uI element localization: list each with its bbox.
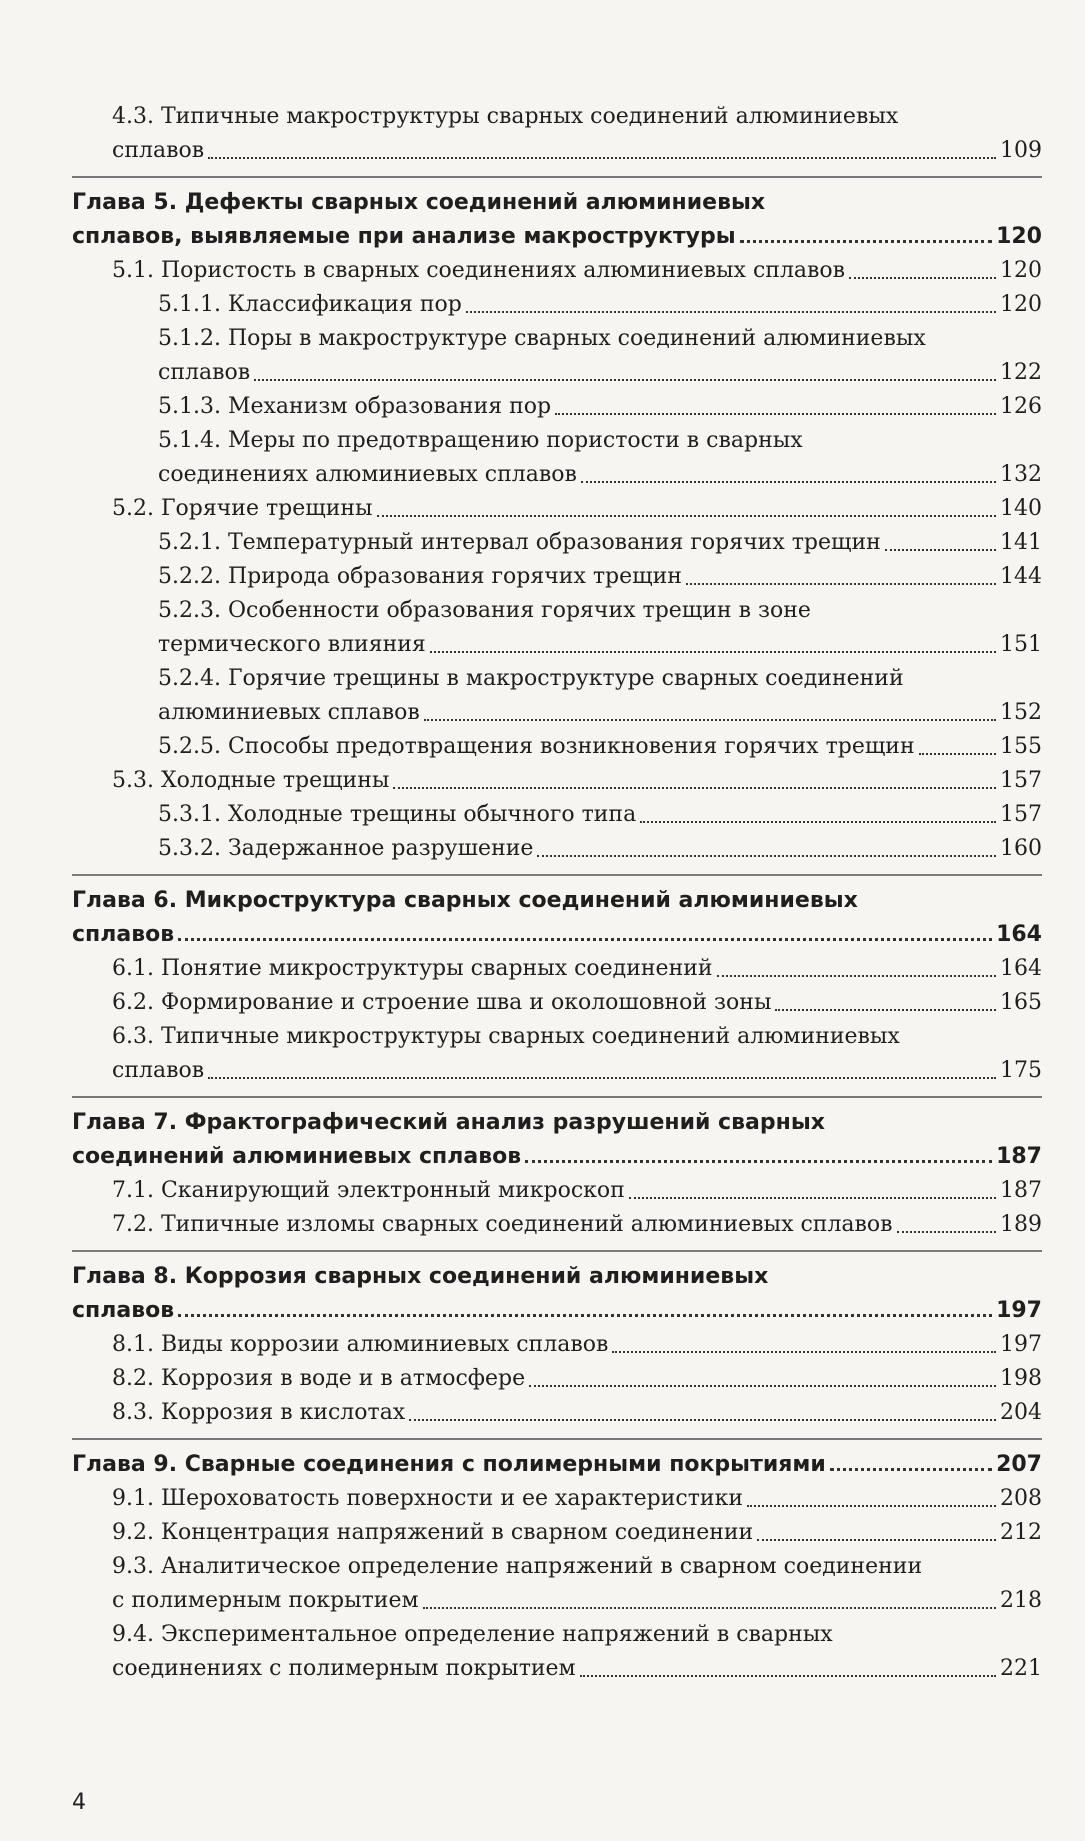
leader-dots: [612, 1351, 996, 1353]
leader-dots: [830, 1468, 992, 1471]
toc-entry[interactable]: [72, 1618, 1042, 1686]
toc-entry-title: 5.2.5. Способы предотвращения возникновения горячих трещин: [158, 734, 915, 759]
toc-entry-title-line: 5.1.4. Меры по предотвращению пористости в сварных: [158, 428, 803, 453]
leader-dots: [537, 855, 996, 857]
toc-entry-title: сплавов: [112, 1058, 205, 1083]
toc-entry[interactable]: [72, 254, 1042, 288]
leader-dots: [178, 938, 992, 941]
toc-entry[interactable]: [72, 100, 1042, 168]
toc-entry[interactable]: [72, 492, 1042, 526]
toc-entry-title: 8.2. Коррозия в воде и в атмосфере: [112, 1366, 526, 1391]
leader-dots: [254, 379, 996, 381]
leader-dots: [747, 1505, 996, 1507]
toc-entry[interactable]: [72, 322, 1042, 390]
toc-entry-title: 5.3.2. Задержанное разрушение: [158, 836, 534, 861]
leader-dots: [178, 1314, 992, 1317]
toc-page-number: 126: [1000, 394, 1042, 419]
leader-dots: [580, 1675, 996, 1677]
leader-dots: [897, 1231, 996, 1233]
toc-entry-title-line: Глава 8. Коррозия сварных соединений алюминиевых: [72, 1264, 769, 1289]
toc-page-number: 187: [996, 1144, 1042, 1169]
toc-entry[interactable]: [72, 1550, 1042, 1618]
leader-dots: [555, 413, 996, 415]
leader-dots: [640, 821, 996, 823]
toc-entry-title-line: Глава 6. Микроструктура сварных соединений алюминиевых: [72, 888, 858, 913]
toc-entry-title: 7.2. Типичные изломы сварных соединений алюминиевых сплавов: [112, 1212, 893, 1237]
leader-dots: [466, 311, 996, 313]
toc-entry-title: 5.2. Горячие трещины: [112, 496, 373, 521]
toc-entry[interactable]: [72, 424, 1042, 492]
toc-entry[interactable]: [72, 1174, 1042, 1208]
toc-page-number: 122: [1000, 360, 1042, 385]
leader-dots: [529, 1385, 996, 1387]
chapter-section: [72, 176, 1042, 866]
toc-chapter-entry[interactable]: [72, 186, 1042, 254]
leader-dots: [409, 1419, 996, 1421]
toc-entry[interactable]: [72, 390, 1042, 424]
toc-page-number: 120: [1000, 292, 1042, 317]
toc-entry-title-line: 4.3. Типичные макроструктуры сварных соединений алюминиевых: [112, 104, 899, 129]
leader-dots: [208, 157, 996, 159]
toc-entry-title: сплавов, выявляемые при анализе макроструктуры: [72, 224, 736, 249]
leader-dots: [393, 787, 996, 789]
toc-entry-title: соединений алюминиевых сплавов: [72, 1144, 522, 1169]
toc-page-number: 109: [1000, 138, 1042, 163]
leader-dots: [423, 1607, 996, 1609]
leader-dots: [717, 975, 996, 977]
leader-dots: [629, 1197, 996, 1199]
toc-entry-title: сплавов: [158, 360, 251, 385]
leader-dots: [581, 481, 996, 483]
toc-entry[interactable]: [72, 1396, 1042, 1430]
leader-dots: [377, 515, 996, 517]
toc-page-number: 207: [996, 1452, 1042, 1477]
toc-page-number: 189: [1000, 1212, 1042, 1237]
toc-page-number: 140: [1000, 496, 1042, 521]
toc-entry-title: 6.2. Формирование и строение шва и околошовной зоны: [112, 990, 772, 1015]
toc-page-number: 204: [1000, 1400, 1042, 1425]
toc-entry-title: сплавов: [72, 922, 175, 947]
toc-entry-title: сплавов: [112, 138, 205, 163]
toc-entry-title: 7.1. Сканирующий электронный микроскоп: [112, 1178, 625, 1203]
toc-entry[interactable]: [72, 1328, 1042, 1362]
chapter-section: [72, 1438, 1042, 1686]
toc-chapter-entry[interactable]: [72, 1448, 1042, 1482]
toc-entry[interactable]: [72, 1516, 1042, 1550]
toc-page-number: 212: [1000, 1520, 1042, 1545]
toc-entry-title: 5.2.1. Температурный интервал образования горячих трещин: [158, 530, 881, 555]
toc-entry[interactable]: [72, 526, 1042, 560]
toc-entry-title: 9.2. Концентрация напряжений в сварном соединении: [112, 1520, 754, 1545]
toc-entry-title: сплавов: [72, 1298, 175, 1323]
toc-page-number: 132: [1000, 462, 1042, 487]
toc-page-number: 160: [1000, 836, 1042, 861]
toc-entry-title: 8.1. Виды коррозии алюминиевых сплавов: [112, 1332, 609, 1357]
toc-entry-title: 9.1. Шероховатость поверхности и ее характеристики: [112, 1486, 743, 1511]
toc-page-number: 157: [1000, 802, 1042, 827]
toc-page-number: 198: [1000, 1366, 1042, 1391]
toc-page-number: 197: [1000, 1332, 1042, 1357]
toc-page-number: 164: [1000, 956, 1042, 981]
toc-entry[interactable]: [72, 1482, 1042, 1516]
toc-page-number: 165: [1000, 990, 1042, 1015]
toc-page-number: 187: [1000, 1178, 1042, 1203]
toc-page-number: 141: [1000, 530, 1042, 555]
toc-page-number: 221: [1000, 1656, 1042, 1681]
toc-entry[interactable]: [72, 1362, 1042, 1396]
toc-page-number: 197: [996, 1298, 1042, 1323]
toc-entry-title: соединениях алюминиевых сплавов: [158, 462, 577, 487]
toc-entry-title-line: 6.3. Типичные микроструктуры сварных соединений алюминиевых: [112, 1024, 900, 1049]
page-number: 4: [72, 1790, 86, 1815]
leader-dots: [757, 1539, 996, 1541]
leader-dots: [208, 1077, 996, 1079]
toc-entry[interactable]: [72, 730, 1042, 764]
toc-entry-title: 6.1. Понятие микроструктуры сварных соединений: [112, 956, 713, 981]
toc-entry[interactable]: [72, 1208, 1042, 1242]
toc-page-number: 152: [1000, 700, 1042, 725]
leader-dots: [525, 1160, 992, 1163]
leader-dots: [424, 719, 996, 721]
toc-page-number: 218: [1000, 1588, 1042, 1613]
toc-page-number: 144: [1000, 564, 1042, 589]
toc-entry[interactable]: [72, 832, 1042, 866]
leader-dots: [849, 277, 996, 279]
toc-entry[interactable]: [72, 662, 1042, 730]
toc-entry[interactable]: [72, 594, 1042, 662]
toc-entry-title-line: Глава 5. Дефекты сварных соединений алюминиевых: [72, 190, 766, 215]
toc-entry-title: Глава 9. Сварные соединения с полимерными покрытиями: [72, 1452, 826, 1477]
toc-entry-title: 8.3. Коррозия в кислотах: [112, 1400, 406, 1425]
toc-page-number: 164: [996, 922, 1042, 947]
toc-chapter-entry[interactable]: [72, 884, 1042, 952]
toc-page-number: 155: [1000, 734, 1042, 759]
toc-entry[interactable]: [72, 560, 1042, 594]
leader-dots: [775, 1009, 996, 1011]
toc-entry[interactable]: [72, 764, 1042, 798]
chapter-section: [72, 874, 1042, 1088]
leader-dots: [740, 240, 992, 243]
toc-entry-title-line: 9.3. Аналитическое определение напряжений в сварном соединении: [112, 1554, 923, 1579]
toc-chapter-entry[interactable]: [72, 1106, 1042, 1174]
toc-entry-title: 5.3.1. Холодные трещины обычного типа: [158, 802, 637, 827]
toc-page-number: 151: [1000, 632, 1042, 657]
chapter-section: [72, 1250, 1042, 1430]
toc-entry-title: с полимерным покрытием: [112, 1588, 419, 1613]
toc-entry-title-line: 9.4. Экспериментальное определение напряжений в сварных: [112, 1622, 833, 1647]
toc-entry[interactable]: [72, 986, 1042, 1020]
toc-entry[interactable]: [72, 1020, 1042, 1088]
toc-page-number: 120: [1000, 258, 1042, 283]
toc-entry[interactable]: [72, 288, 1042, 322]
toc-entry-title: 5.1.3. Механизм образования пор: [158, 394, 552, 419]
leader-dots: [885, 549, 996, 551]
toc-chapter-entry[interactable]: [72, 1260, 1042, 1328]
toc-entry[interactable]: [72, 952, 1042, 986]
toc-entry-title-line: 5.1.2. Поры в макроструктуре сварных соединений алюминиевых: [158, 326, 926, 351]
toc-entry-title-line: Глава 7. Фрактографический анализ разрушений сварных: [72, 1110, 825, 1135]
leader-dots: [686, 583, 996, 585]
toc-entry-title: алюминиевых сплавов: [158, 700, 420, 725]
section-group: [72, 100, 1042, 168]
toc-page-number: 157: [1000, 768, 1042, 793]
leader-dots: [919, 753, 996, 755]
table-of-contents: [72, 100, 1042, 1686]
chapter-section: [72, 1096, 1042, 1242]
toc-page-number: 208: [1000, 1486, 1042, 1511]
toc-entry-title: термического влияния: [158, 632, 426, 657]
toc-entry-title-line: 5.2.4. Горячие трещины в макроструктуре сварных соединений: [158, 666, 904, 691]
toc-entry[interactable]: [72, 798, 1042, 832]
toc-entry-title: 5.2.2. Природа образования горячих трещин: [158, 564, 682, 589]
toc-entry-title-line: 5.2.3. Особенности образования горячих трещин в зоне: [158, 598, 811, 623]
toc-entry-title: соединениях с полимерным покрытием: [112, 1656, 576, 1681]
toc-page-number: 120: [996, 224, 1042, 249]
toc-entry-title: 5.1. Пористость в сварных соединениях алюминиевых сплавов: [112, 258, 846, 283]
toc-entry-title: 5.1.1. Классификация пор: [158, 292, 462, 317]
toc-entry-title: 5.3. Холодные трещины: [112, 768, 390, 793]
leader-dots: [430, 651, 996, 653]
toc-page-number: 175: [1000, 1058, 1042, 1083]
